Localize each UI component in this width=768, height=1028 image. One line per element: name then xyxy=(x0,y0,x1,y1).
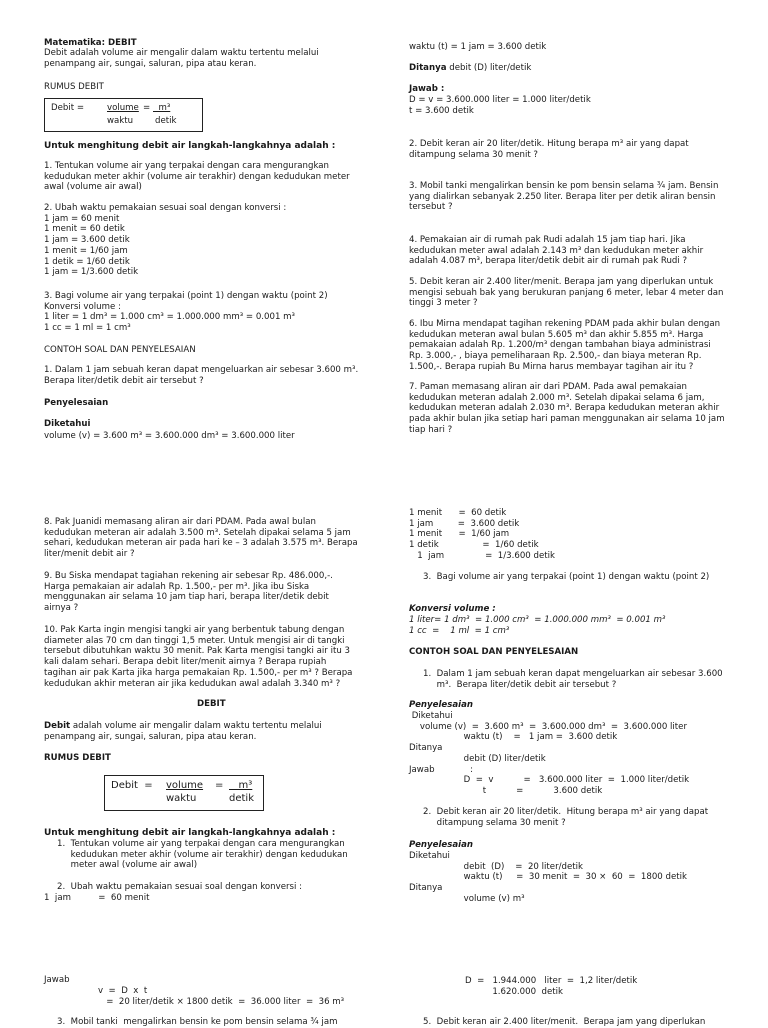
definition-2 xyxy=(44,721,322,742)
formula-lhs: Debit = xyxy=(111,780,153,791)
ditanya-text: debit (D) liter/detik xyxy=(446,63,532,73)
step-3-2: 3. Bagi volume air yang terpakai (point 1) dengan waktu (point 2) xyxy=(423,572,710,582)
jawab-lines-2: v = D x t = 20 liter/detik × 1800 detik = 36.000 liter = 36 m³ xyxy=(98,986,345,1007)
debit-title: DEBIT xyxy=(197,699,226,709)
formula-eq: = xyxy=(143,103,151,113)
ditanya-line xyxy=(409,63,531,74)
question-8: 8. Pak Juanidi memasang aliran air dari PDAM. Pada awal bulan kedudukan meteran air adalah 3.500 m³. Setelah dipakai selama 5 jam sehari, kedudukan meteran air pada hari ke – 3 adalah 3.575 m³. Berapa liter/menit debit air ? xyxy=(44,517,358,560)
step-2: 2. Ubah waktu pemakaian sesuai soal dengan konversi : 1 jam = 60 menit 1 menit = 60 detik 1 jam = 3.600 detik 1 menit = 1/60 jam 1 detik = 1/60 detik 1 jam = 1/3.600 detik xyxy=(44,203,287,278)
solution-2: Diketahui debit (D) = 20 liter/detik waktu (t) = 30 menit = 30 × 60 = 1800 detik Ditanya volume (v) m³ xyxy=(409,851,687,904)
waktu-line: waktu (t) = 1 jam = 3.600 detik xyxy=(409,42,547,52)
penyelesaian-2: Penyelesaian xyxy=(409,840,473,850)
diketahui-label: Diketahui xyxy=(44,419,91,429)
formula-den: waktu xyxy=(107,116,134,126)
formula-num-unit: m³ xyxy=(229,780,253,791)
question-6: 6. Ibu Mirna mendapat tagihan rekening PDAM pada akhir bulan dengan kedudukan meteran awal bulan 5.605 m³ dan akhir 5.855 m³. Harga pemakaian adalah Rp. 1.200/m³ dengan tambahan biaya administrasi Rp. 3.000,- , biaya pemeliharaan Rp. 2.500,- dan biaya meteran Rp. 1.500,-. Berapa rupiah Bu Mirna harus membayar tagihan air itu ? xyxy=(409,319,721,372)
penyelesaian-label: Penyelesaian xyxy=(44,398,109,408)
formula-box xyxy=(44,98,203,132)
step-2-2: 2. Ubah waktu pemakaian sesuai soal dengan konversi : xyxy=(57,882,303,892)
definition-rest: adalah volume air mengalir dalam waktu tertentu melalui penampang air, sungai, saluran, pipa atau keran. xyxy=(44,721,322,742)
question-7: 7. Paman memasang aliran air dari PDAM. Pada awal pemakaian kedudukan meteran adalah 2.000 m³. Setelah dipakai selama 6 jam, kedudukan meteran adalah 2.030 m³. Berapa kedudukan meteran akhir pada akhir bulan jika setiap hari paman menggunakan air selama 10 jam tiap hari ? xyxy=(409,382,725,435)
step-1-2: 1. Tentukan volume air yang terpakai dengan cara mengurangkan kedudukan meter akhir (volume air terakhir) dengan kedudukan meter awal (volume air awal) xyxy=(57,839,348,871)
question-1-2: 1. Dalam 1 jam sebuah keran dapat mengeluarkan air sebesar 3.600 m³. Berapa liter/detik debit air tersebut ? xyxy=(423,669,723,690)
jawab-lines: D = v = 3.600.000 liter = 1.000 liter/detik t = 3.600 detik xyxy=(409,95,591,116)
question-4: 4. Pemakaian air di rumah pak Rudi adalah 15 jam tiap hari. Jika kedudukan meter awal adalah 2.143 m³ dan kedudukan meter akhir adalah 4.087 m³, berapa liter/detik debit air di rumah pak Rudi ? xyxy=(409,235,704,267)
d-calculation: D = 1.944.000 liter = 1,2 liter/detik 1.620.000 detik xyxy=(465,976,638,997)
konversi-lines: 1 liter= 1 dm³ = 1.000 cm³ = 1.000.000 mm³ = 0.001 m³ 1 cc = 1 ml = 1 cm³ xyxy=(409,615,666,636)
formula-eq: = xyxy=(215,780,224,791)
question-5-cut: 5. Debit keran air 2.400 liter/menit. Berapa jam yang diperlukan xyxy=(423,1017,706,1027)
question-2-2: 2. Debit keran air 20 liter/detik. Hitung berapa m³ air yang dapat ditampung selama 30 menit ? xyxy=(423,807,709,828)
step-3: 3. Bagi volume air yang terpakai (point 1) dengan waktu (point 2) Konversi volume : 1 liter = 1 dm³ = 1.000 cm³ = 1.000.000 mm³ = 0.001 m³ 1 cc = 1 ml = 1 cm³ xyxy=(44,291,328,334)
formula-num: volume xyxy=(107,103,139,113)
formula-box-2 xyxy=(104,775,264,811)
contoh-heading-2: CONTOH SOAL DAN PENYELESAIAN xyxy=(409,647,579,657)
volume-line: volume (v) = 3.600 m³ = 3.600.000 dm³ = 3.600.000 liter xyxy=(44,431,295,441)
doc-title: Matematika: DEBIT xyxy=(44,38,137,48)
step-1: 1. Tentukan volume air yang terpakai dengan cara mengurangkan kedudukan meter akhir (volume air terakhir) dengan kedudukan meter awal (volume air awal) xyxy=(44,161,350,193)
definition-bold: Debit xyxy=(44,721,71,731)
formula-num: volume xyxy=(166,780,204,791)
steps-heading-2: Untuk menghitung debit air langkah-langkahnya adalah : xyxy=(44,828,336,838)
question-3-cut: 3. Mobil tanki mengalirkan bensin ke pom bensin selama ¾ jam xyxy=(57,1017,338,1027)
rumus-label-2: RUMUS DEBIT xyxy=(44,753,111,763)
question-9: 9. Bu Siska mendapat tagiahan rekening air sebesar Rp. 486.000,-. Harga pemakaian air adalah Rp. 1.500,- per m³. Jika ibu Siska menggunakan air selama 10 jam tiap hari, berapa liter/detik debit airnya ? xyxy=(44,571,333,614)
question-5: 5. Debit keran air 2.400 liter/menit. Berapa jam yang diperlukan untuk mengisi sebuah bak yang berukuran panjang 6 meter, lebar 4 meter dan tinggi 3 meter ? xyxy=(409,277,724,309)
formula-den: waktu xyxy=(166,793,197,804)
definition: Debit adalah volume air mengalir dalam waktu tertentu melalui penampang air, sungai, saluran, pipa atau keran. xyxy=(44,48,319,69)
penyelesaian-1: Penyelesaian xyxy=(409,700,473,710)
formula-num-unit: m³ xyxy=(153,103,171,113)
question-10: 10. Pak Karta ingin mengisi tangki air yang berbentuk tabung dengan diameter alas 70 cm dan tinggi 1,5 meter. Untuk mengisi air di tangki tersebut dibutuhkan waktu 30 menit. Pak Karta mengisi tangki air itu 3 kali dalam sehari. Berapa debit liter/menit airnya ? Berapa rupiah tagihan air pak Karta jika harga pemakaian Rp. 1.500,- per m³ ? Berapa kedudukan akhir meteran air jika kedudukan awal adalah 3.340 m³ ? xyxy=(44,625,353,689)
ditanya-label: Ditanya xyxy=(409,63,447,73)
question-1: 1. Dalam 1 jam sebuah keran dapat mengeluarkan air sebesar 3.600 m³. Berapa liter/detik debit air tersebut ? xyxy=(44,365,359,386)
jawab-label-2: Jawab xyxy=(44,975,70,985)
konversi-label: Konversi volume : xyxy=(409,604,496,614)
contoh-heading: CONTOH SOAL DAN PENYELESAIAN xyxy=(44,345,196,355)
formula-lhs: Debit = xyxy=(51,103,85,113)
question-2: 2. Debit keran air 20 liter/detik. Hitung berapa m³ air yang dapat ditampung selama 30 menit ? xyxy=(409,139,689,160)
question-3: 3. Mobil tanki mengalirkan bensin ke pom bensin selama ¾ jam. Bensin yang dialirkan sebanyak 2.250 liter. Berapa liter per detik aliran bensin tersebut ? xyxy=(409,181,719,213)
formula-den-unit: detik xyxy=(229,793,254,804)
steps-heading: Untuk menghitung debit air langkah-langkahnya adalah : xyxy=(44,141,336,151)
time-conversions: 1 menit = 60 detik 1 jam = 3.600 detik 1 menit = 1/60 jam 1 detik = 1/60 detik 1 jam = 1/3.600 detik xyxy=(409,508,555,561)
jawab-label: Jawab : xyxy=(409,84,445,94)
formula-den-unit: detik xyxy=(155,116,177,126)
jam-line: 1 jam = 60 menit xyxy=(44,893,150,903)
solution-1: Diketahui volume (v) = 3.600 m³ = 3.600.000 dm³ = 3.600.000 liter waktu (t) = 1 jam = 3.600 detik Ditanya debit (D) liter/detik Jawab : D = v = 3.600.000 liter = 1.000 liter/detik t = 3.600 detik xyxy=(409,711,690,796)
rumus-label: RUMUS DEBIT xyxy=(44,82,104,92)
